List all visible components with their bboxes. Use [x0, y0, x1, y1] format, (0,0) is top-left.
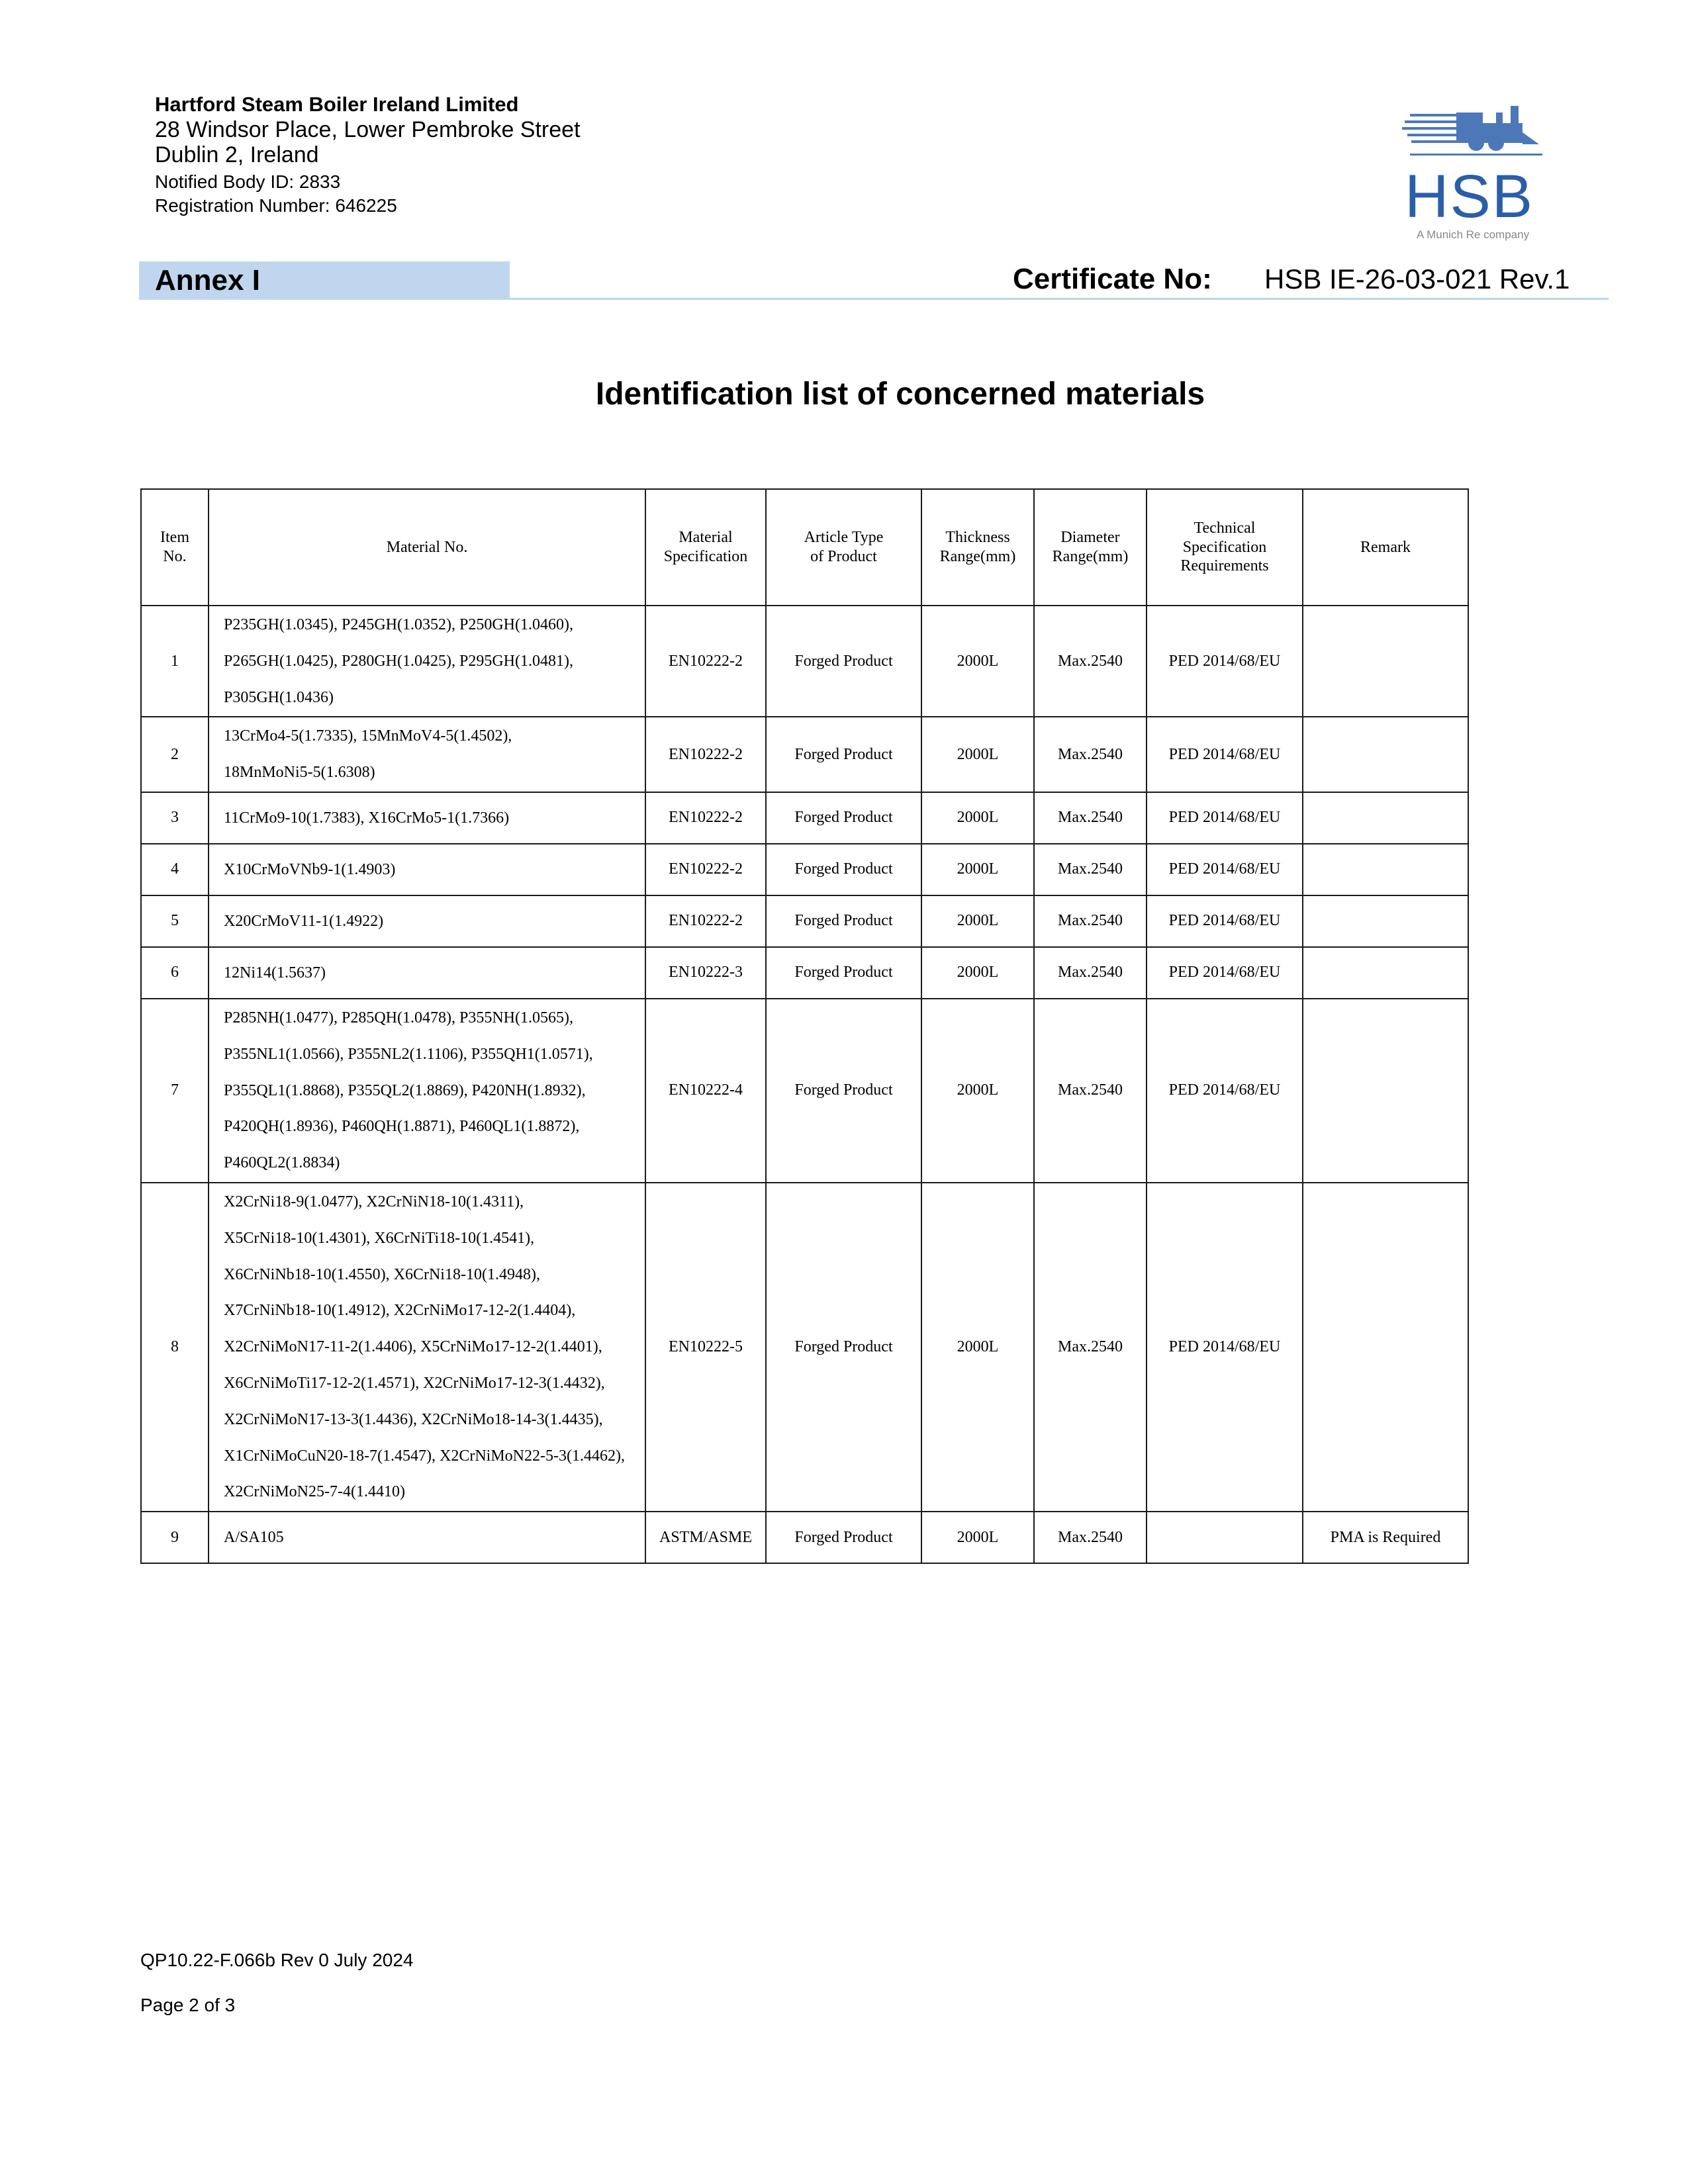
cell-diameter-range: Max.2540 — [1034, 844, 1147, 895]
cell-material-no — [209, 1183, 645, 1512]
material-entry: 12Ni14(1.5637) — [224, 964, 326, 981]
material-entry: P265GH(1.0425), P280GH(1.0425), P295GH(1.0481), — [224, 652, 573, 670]
notified-body-id: Notified Body ID: 2833 — [155, 171, 341, 192]
cell-material-specification: EN10222-2 — [645, 792, 766, 844]
cell-material-specification: EN10222-2 — [645, 844, 766, 895]
cell-material-no — [209, 717, 645, 792]
table-row — [141, 1512, 1468, 1563]
cell-item-no: 3 — [141, 792, 209, 844]
cell-article-type: Forged Product — [766, 895, 921, 947]
column-header-remark — [1303, 489, 1468, 606]
cell-thickness-range: 2000L — [921, 999, 1034, 1183]
material-entry: P305GH(1.0436) — [224, 688, 334, 706]
cell-item-no: 7 — [141, 999, 209, 1183]
material-entry: X2CrNiMoN17-13-3(1.4436), X2CrNiMo18-14-3(1.4435), — [224, 1410, 603, 1428]
cell-material-specification: EN10222-3 — [645, 947, 766, 999]
cell-technical-spec: PED 2014/68/EU — [1147, 606, 1303, 717]
company-block — [155, 94, 581, 215]
hsb-logo — [1397, 99, 1556, 245]
table-row — [141, 844, 1468, 895]
annex-label: Annex I — [155, 264, 260, 296]
cell-technical-spec: PED 2014/68/EU — [1147, 947, 1303, 999]
cell-diameter-range: Max.2540 — [1034, 717, 1147, 792]
cell-material-no — [209, 792, 645, 844]
cell-technical-spec: PED 2014/68/EU — [1147, 895, 1303, 947]
cell-diameter-range: Max.2540 — [1034, 606, 1147, 717]
cell-article-type: Forged Product — [766, 606, 921, 717]
material-entry: A/SA105 — [224, 1528, 284, 1546]
material-entry: 13CrMo4-5(1.7335), 15MnMoV4-5(1.4502), — [224, 727, 512, 745]
column-header-diameter-range — [1034, 489, 1147, 606]
materials-table — [140, 488, 1469, 1564]
table-row — [141, 792, 1468, 844]
cell-remark — [1303, 792, 1468, 844]
column-header-text: of Product — [810, 548, 877, 565]
column-header-text: Range(mm) — [939, 548, 1016, 565]
cell-material-no — [209, 895, 645, 947]
cell-item-no: 1 — [141, 606, 209, 717]
certificate-number: HSB IE-26-03-021 Rev.1 — [1264, 263, 1570, 295]
logo-tagline: A Munich Re company — [1417, 228, 1530, 241]
annex-header — [139, 261, 510, 298]
material-entry: X20CrMoV11-1(1.4922) — [224, 912, 384, 930]
column-header-text: Material — [679, 529, 733, 547]
material-entry: P355NL1(1.0566), P355NL2(1.1106), P355QH1(1.0571), — [224, 1045, 593, 1063]
column-header-text: Requirements — [1180, 557, 1269, 575]
cell-material-no — [209, 606, 645, 717]
cell-item-no: 6 — [141, 947, 209, 999]
cell-material-no — [209, 844, 645, 895]
material-entry: X5CrNi18-10(1.4301), X6CrNiTi18-10(1.4541), — [224, 1229, 535, 1247]
material-entry: P460QL2(1.8834) — [224, 1154, 340, 1172]
cell-remark — [1303, 999, 1468, 1183]
cell-material-specification: EN10222-2 — [645, 895, 766, 947]
column-header-material-specification — [645, 489, 766, 606]
cell-technical-spec: PED 2014/68/EU — [1147, 792, 1303, 844]
cell-thickness-range: 2000L — [921, 717, 1034, 792]
cell-technical-spec — [1147, 1512, 1303, 1563]
material-entry: X7CrNiNb18-10(1.4912), X2CrNiMo17-12-2(1.4404), — [224, 1302, 576, 1320]
cell-thickness-range: 2000L — [921, 792, 1034, 844]
cell-technical-spec: PED 2014/68/EU — [1147, 844, 1303, 895]
cell-remark — [1303, 717, 1468, 792]
column-header-article-type — [766, 489, 921, 606]
material-entry: X1CrNiMoCuN20-18-7(1.4547), X2CrNiMoN22-5-3(1.4462), — [224, 1447, 625, 1465]
address-line-2: Dublin 2, Ireland — [155, 142, 319, 167]
column-header-text: Thickness — [945, 529, 1010, 547]
table-row — [141, 1183, 1468, 1512]
cell-remark: PMA is Required — [1303, 1512, 1468, 1563]
cell-thickness-range: 2000L — [921, 844, 1034, 895]
cell-technical-spec: PED 2014/68/EU — [1147, 717, 1303, 792]
company-name: Hartford Steam Boiler Ireland Limited — [155, 93, 519, 116]
table-row — [141, 947, 1468, 999]
column-header-thickness-range — [921, 489, 1034, 606]
material-entry: P355QL1(1.8868), P355QL2(1.8869), P420NH(1.8932), — [224, 1081, 586, 1099]
column-header-text: Specification — [1182, 538, 1267, 556]
table-header-row — [141, 489, 1468, 606]
page-title: Identification list of concerned materials — [595, 377, 1205, 412]
cell-article-type: Forged Product — [766, 947, 921, 999]
column-header-text: Specification — [663, 548, 748, 565]
column-header-text: Material No. — [386, 538, 468, 556]
cell-article-type: Forged Product — [766, 1183, 921, 1512]
column-header-text: Remark — [1360, 538, 1411, 556]
column-header-material-no — [209, 489, 645, 606]
locomotive-icon — [1397, 99, 1556, 159]
cell-diameter-range: Max.2540 — [1034, 999, 1147, 1183]
material-entry: 18MnMoNi5-5(1.6308) — [224, 764, 375, 782]
header-divider — [139, 298, 1609, 300]
table-body — [141, 606, 1468, 1563]
cell-thickness-range: 2000L — [921, 947, 1034, 999]
cell-diameter-range: Max.2540 — [1034, 1183, 1147, 1512]
cell-item-no: 4 — [141, 844, 209, 895]
material-entry: X6CrNiMoTi17-12-2(1.4571), X2CrNiMo17-12-3(1.4432), — [224, 1374, 605, 1392]
material-entry: X2CrNiMoN25-7-4(1.4410) — [224, 1483, 405, 1501]
cell-diameter-range: Max.2540 — [1034, 792, 1147, 844]
cell-remark — [1303, 947, 1468, 999]
column-header-text: Article Type — [804, 529, 884, 547]
cell-material-specification: EN10222-4 — [645, 999, 766, 1183]
cell-item-no: 9 — [141, 1512, 209, 1563]
cell-technical-spec: PED 2014/68/EU — [1147, 1183, 1303, 1512]
column-header-text: Item — [160, 529, 189, 547]
cell-thickness-range: 2000L — [921, 1183, 1034, 1512]
material-entry: X6CrNiNb18-10(1.4550), X6CrNi18-10(1.4948), — [224, 1265, 540, 1283]
cell-diameter-range: Max.2540 — [1034, 895, 1147, 947]
cell-item-no: 8 — [141, 1183, 209, 1512]
cell-material-specification: EN10222-2 — [645, 717, 766, 792]
certificate-label: Certificate No: — [1013, 263, 1212, 295]
material-entry: 11CrMo9-10(1.7383), X16CrMo5-1(1.7366) — [224, 809, 510, 827]
column-header-text: Diameter — [1060, 529, 1120, 547]
cell-remark — [1303, 606, 1468, 717]
cell-article-type: Forged Product — [766, 717, 921, 792]
table-row — [141, 717, 1468, 792]
cell-item-no: 5 — [141, 895, 209, 947]
material-entry: X2CrNi18-9(1.0477), X2CrNiN18-10(1.4311), — [224, 1193, 524, 1210]
cell-thickness-range: 2000L — [921, 1512, 1034, 1563]
cell-thickness-range: 2000L — [921, 606, 1034, 717]
cell-diameter-range: Max.2540 — [1034, 947, 1147, 999]
column-header-text: No. — [163, 548, 187, 565]
column-header-text: Technical — [1194, 519, 1256, 537]
material-entry: P420QH(1.8936), P460QH(1.8871), P460QL1(1.8872), — [224, 1118, 580, 1136]
material-entry: P235GH(1.0345), P245GH(1.0352), P250GH(1.0460), — [224, 616, 573, 633]
cell-material-specification: EN10222-2 — [645, 606, 766, 717]
column-header-item-no — [141, 489, 209, 606]
cell-remark — [1303, 895, 1468, 947]
column-header-technical-spec — [1147, 489, 1303, 606]
address-line-1: 28 Windsor Place, Lower Pembroke Street — [155, 117, 581, 142]
cell-thickness-range: 2000L — [921, 895, 1034, 947]
cell-item-no: 2 — [141, 717, 209, 792]
logo-wordmark: HSB — [1405, 163, 1534, 230]
registration-number: Registration Number: 646225 — [155, 195, 397, 216]
table-row — [141, 606, 1468, 717]
column-header-text: Range(mm) — [1052, 548, 1129, 565]
material-entry: X10CrMoVNb9-1(1.4903) — [224, 860, 396, 878]
cell-material-no — [209, 999, 645, 1183]
table-row — [141, 895, 1468, 947]
material-entry: X2CrNiMoN17-11-2(1.4406), X5CrNiMo17-12-2(1.4401), — [224, 1338, 602, 1356]
cell-remark — [1303, 844, 1468, 895]
cell-technical-spec: PED 2014/68/EU — [1147, 999, 1303, 1183]
form-reference: QP10.22-F.066b Rev 0 July 2024 — [140, 1950, 414, 1970]
table-row — [141, 999, 1468, 1183]
cell-remark — [1303, 1183, 1468, 1512]
cell-material-specification: ASTM/ASME — [645, 1512, 766, 1563]
material-entry: P285NH(1.0477), P285QH(1.0478), P355NH(1.0565), — [224, 1009, 573, 1026]
cell-article-type: Forged Product — [766, 1512, 921, 1563]
cell-material-no — [209, 947, 645, 999]
cell-article-type: Forged Product — [766, 792, 921, 844]
page-number: Page 2 of 3 — [140, 1995, 236, 2015]
cell-material-no — [209, 1512, 645, 1563]
cell-article-type: Forged Product — [766, 999, 921, 1183]
cell-diameter-range: Max.2540 — [1034, 1512, 1147, 1563]
cell-article-type: Forged Product — [766, 844, 921, 895]
cell-material-specification: EN10222-5 — [645, 1183, 766, 1512]
